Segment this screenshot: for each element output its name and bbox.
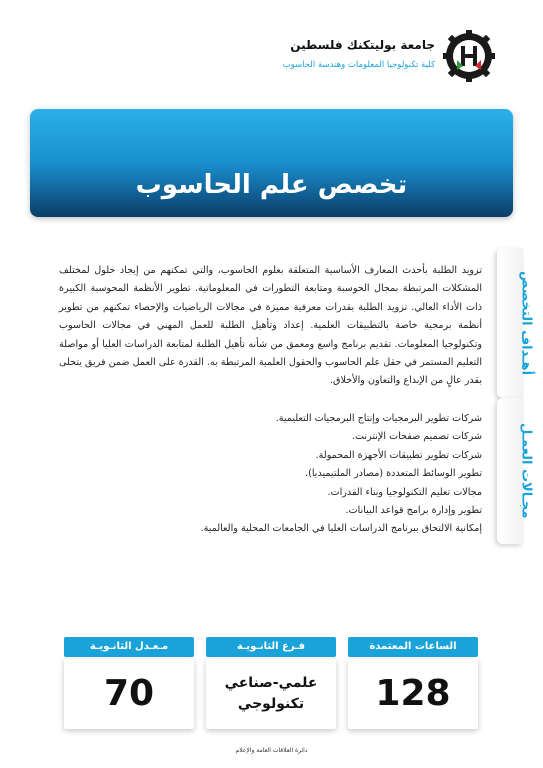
university-gear-logo-icon <box>443 30 495 82</box>
fields-list <box>59 410 482 539</box>
average-card <box>64 637 194 729</box>
stream-value-line2: تكنولوجي <box>237 696 305 712</box>
goals-side-label: أهـداف التخصص <box>518 270 534 376</box>
fields-side-label: مجـالات العمـل <box>518 423 534 519</box>
goals-paragraph: تزويد الطلبة بأحدث المعارف الأساسية المتعلقة بعلوم الحاسوب، والتي تمكنهم من إيجاد حلول لمختلف المشكلات المرتبطة بمجال الحوسبة ومتابعة التطورات في المعلوماتية. تطوير الأنظمة المحوسبة الكبيرة ذات الأداء العالي. تزويد الطلبة بقدرات معرفية مميزة في مجالات الرياضيات والإحصاء تمكنهم من تطوير أنظمة برمجية خاصة بالتطبيقات العلمية. إعداد وتأهيل الطلبة للعمل المهني في مجالات الحاسوب وتكنولوجيا المعلومات. تقديم برنامج واسع ومعمق من شأنه تأهيل الطلبة لمتابعة الدراسات العليا أو مواصلة التعليم المستمر في حقل علم الحاسوب والحقول العلمية المرتبطة به. القدرة على العمل ضمن فريق يتحلى بقدر عالٍ من الإبداع والتعاون والأخلاق. <box>59 265 482 387</box>
list-item: تطوير الوسائط المتعددة (مصادر الملتيميديا). <box>305 468 482 480</box>
footer-text: دائرة العلاقات العامة والإعلام <box>235 747 308 754</box>
stream-body <box>206 659 336 729</box>
average-value: 70 <box>103 673 155 714</box>
average-label: مـعـدل الثانـويـة <box>64 637 194 657</box>
average-body <box>64 659 194 729</box>
stream-card <box>206 637 336 729</box>
college-name: كلية تكنولوجيا المعلومات وهندسة الحاسوب <box>282 60 435 70</box>
credit-hours-label: الساعات المعتمدة <box>348 637 478 657</box>
list-item: شركات تطوير تطبيقات الأجهزة المحمولة. <box>315 449 482 461</box>
university-name: جامعة بوليتكنك فلسطين <box>290 38 435 52</box>
stream-label: فـرع الثانـويـة <box>206 637 336 657</box>
page-title: تخصص علم الحاسوب <box>135 170 408 200</box>
credit-hours-body <box>348 659 478 729</box>
stream-value-line1: علمي-صناعي <box>224 675 318 691</box>
credit-hours-card <box>348 637 478 729</box>
title-banner <box>30 109 513 217</box>
list-item: شركات تطوير البرمجيات وإنتاج البرمجيات التعليمية. <box>275 413 482 424</box>
list-item: مجالات تعليم التكنولوجيا وبناء القدرات. <box>327 486 482 498</box>
list-item: شركات تصميم صفحات الإنترنت. <box>351 431 482 443</box>
list-item: إمكانية الالتحاق ببرنامج الدراسات العليا في الجامعات المحلية والعالمية. <box>200 523 482 535</box>
list-item: تطوير وإدارة برامج قواعد البيانات. <box>345 505 482 517</box>
credit-hours-value: 128 <box>375 673 451 714</box>
